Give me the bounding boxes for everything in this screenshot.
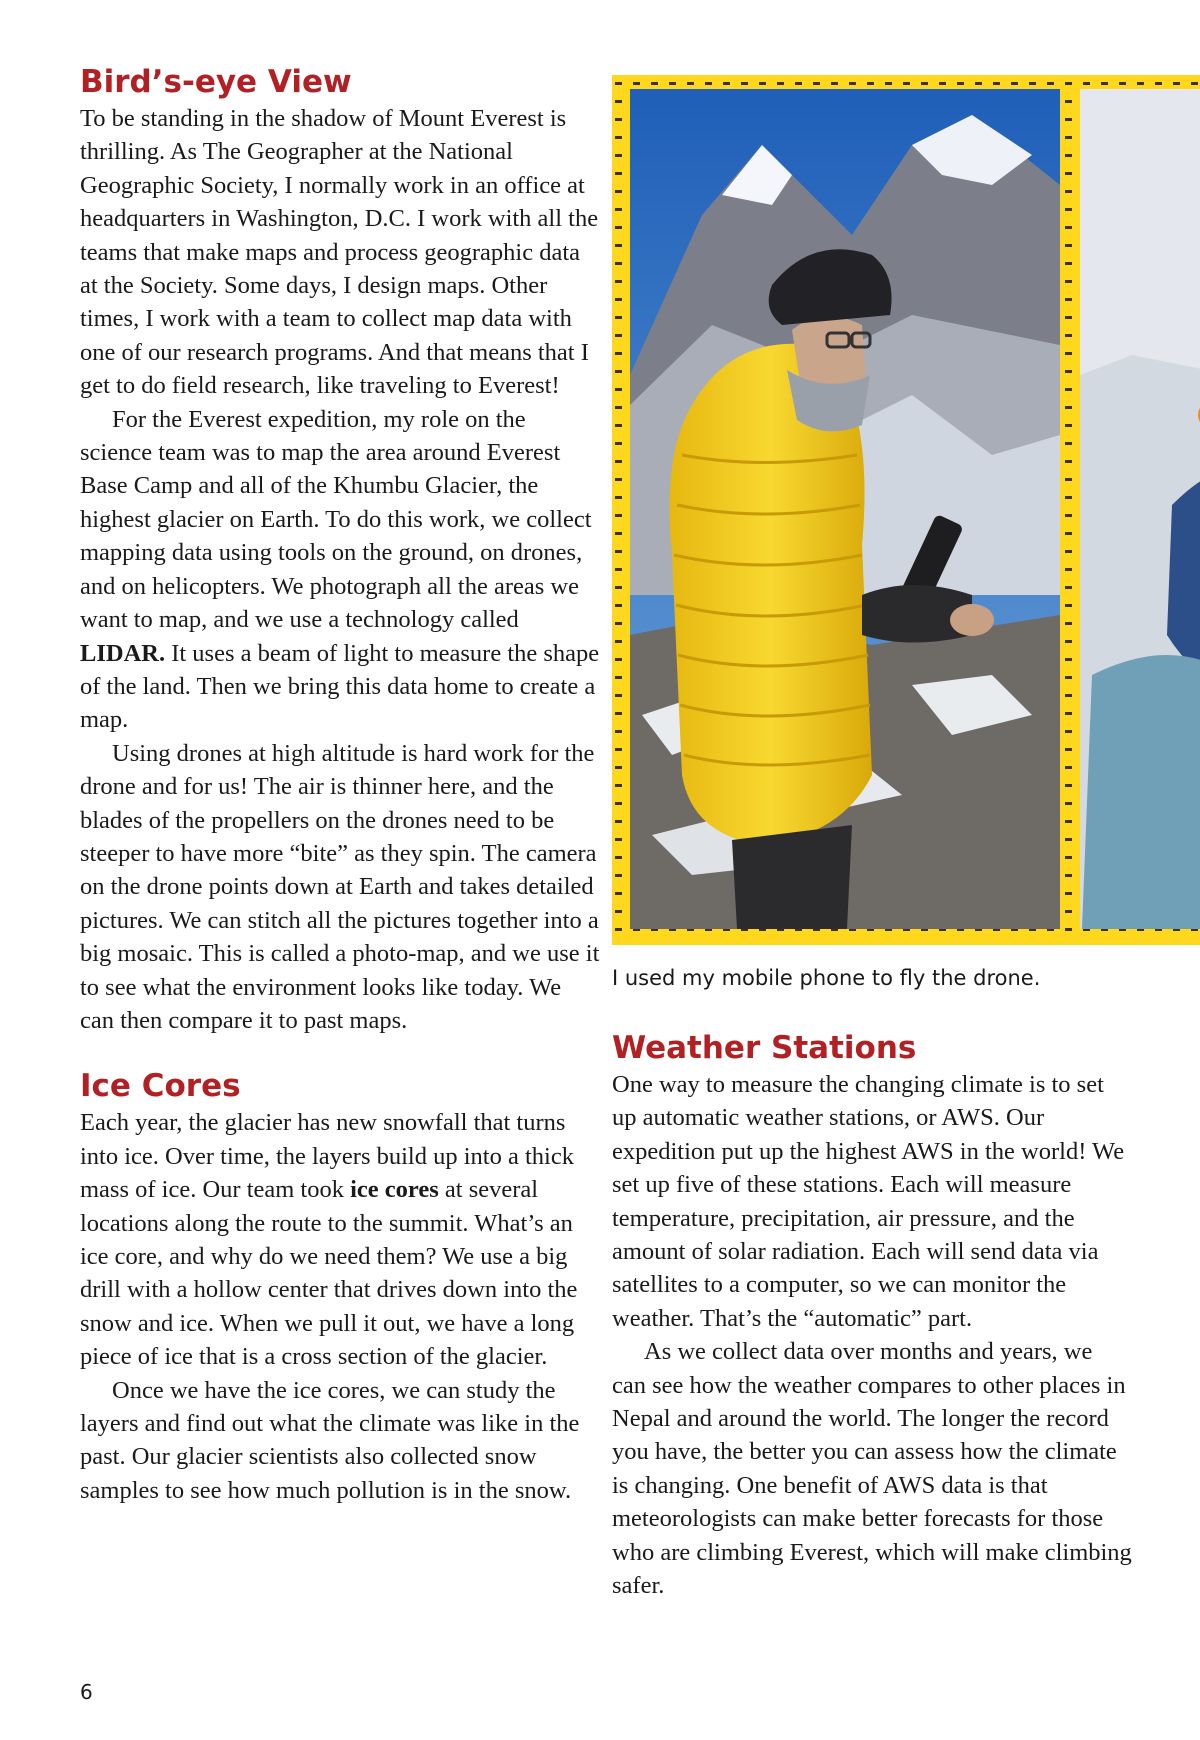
birds-eye-paragraph-3: Using drones at high altitude is hard work for the drone and for us! The air is thinner here, and the blades of the propellers on the drones need to be steeper to have more “bite” as they spin. The camera on the drone points down at Earth and takes detailed pictures. We can stitch all the pictures together into a big mosaic. This is called a photo-map, and we use it to see what the environment looks like today. We can then compare it to past maps. [80, 739, 600, 1034]
weather-paragraph-2: As we collect data over months and years, we can see how the weather compares to other places in Nepal and around the world. The longer the record you have, the better you can assess how the climate is changing. One benefit of AWS data is that meteorologists can make better forecasts for those who are climbing Everest, which will make climbing safer. [612, 1338, 1132, 1600]
right-column [612, 1028, 1132, 1603]
ice-cores-p1-text-b: at several locations along the route to the summit. What’s an ice core, and why do we need them? We use a big drill with a hollow center that drives down into the snow and ice. When we pull it out, we have a long piece of ice that is a cross section of the glacier. [80, 1176, 578, 1371]
photo-illustration [612, 75, 1200, 945]
birds-eye-p2-text-a: For the Everest expedition, my role on the science team was to map the area around Everest Base Camp and all of the Khumbu Glacier, the highest glacier on Earth. To do this work, we collect mapping data using tools on the ground, on drones, and on helicopters. We photograph all the areas we want to map, and we use a technology called [80, 405, 592, 634]
left-column [80, 62, 600, 1507]
ice-cores-term: ice cores [350, 1176, 439, 1204]
birds-eye-paragraph-2 [80, 403, 600, 737]
birds-eye-paragraph-1: To be standing in the shadow of Mount Everest is thrilling. As The Geographer at the National Geographic Society, I normally work in an office at headquarters in Washington, D.C. I work with all the teams that make maps and process geographic data at the Society. Some days, I design maps. Other times, I work with a team to collect map data with one of our research programs. And that means that I get to do field research, like traveling to Everest! [80, 105, 599, 400]
ice-cores-p1-text-a: Each year, the glacier has new snowfall that turns into ice. Over time, the layers build up into a thick mass of ice. Our team took [80, 1109, 574, 1204]
photo-caption: I used my mobile phone to fly the drone. [612, 966, 1041, 990]
ice-cores-paragraph-1 [80, 1106, 600, 1373]
page-number: 6 [80, 1680, 93, 1704]
ice-cores-heading: Ice Cores [80, 1068, 241, 1105]
ice-cores-paragraph-2: Once we have the ice cores, we can study the layers and find out what the climate was like in the past. Our glacier scientists also collected snow samples to see how much pollution is in the snow. [80, 1376, 580, 1504]
birds-eye-p2-text-b: It uses a beam of light to measure the shape of the land. Then we bring this data home to create a map. [80, 639, 600, 734]
weather-stations-heading: Weather Stations [612, 1030, 917, 1066]
lidar-term: LIDAR. [80, 639, 166, 667]
birds-eye-heading: Bird’s-eye View [80, 64, 352, 100]
expedition-photo [612, 75, 1200, 945]
weather-paragraph-1: One way to measure the changing climate is to set up automatic weather stations, or AWS. Our expedition put up the highest AWS in the world! We set up five of these stations. Each will measure temperature, precipitation, air pressure, and the amount of solar radiation. Each will send data via satellites to a computer, so we can monitor the weather. That’s the “automatic” part. [612, 1071, 1125, 1332]
